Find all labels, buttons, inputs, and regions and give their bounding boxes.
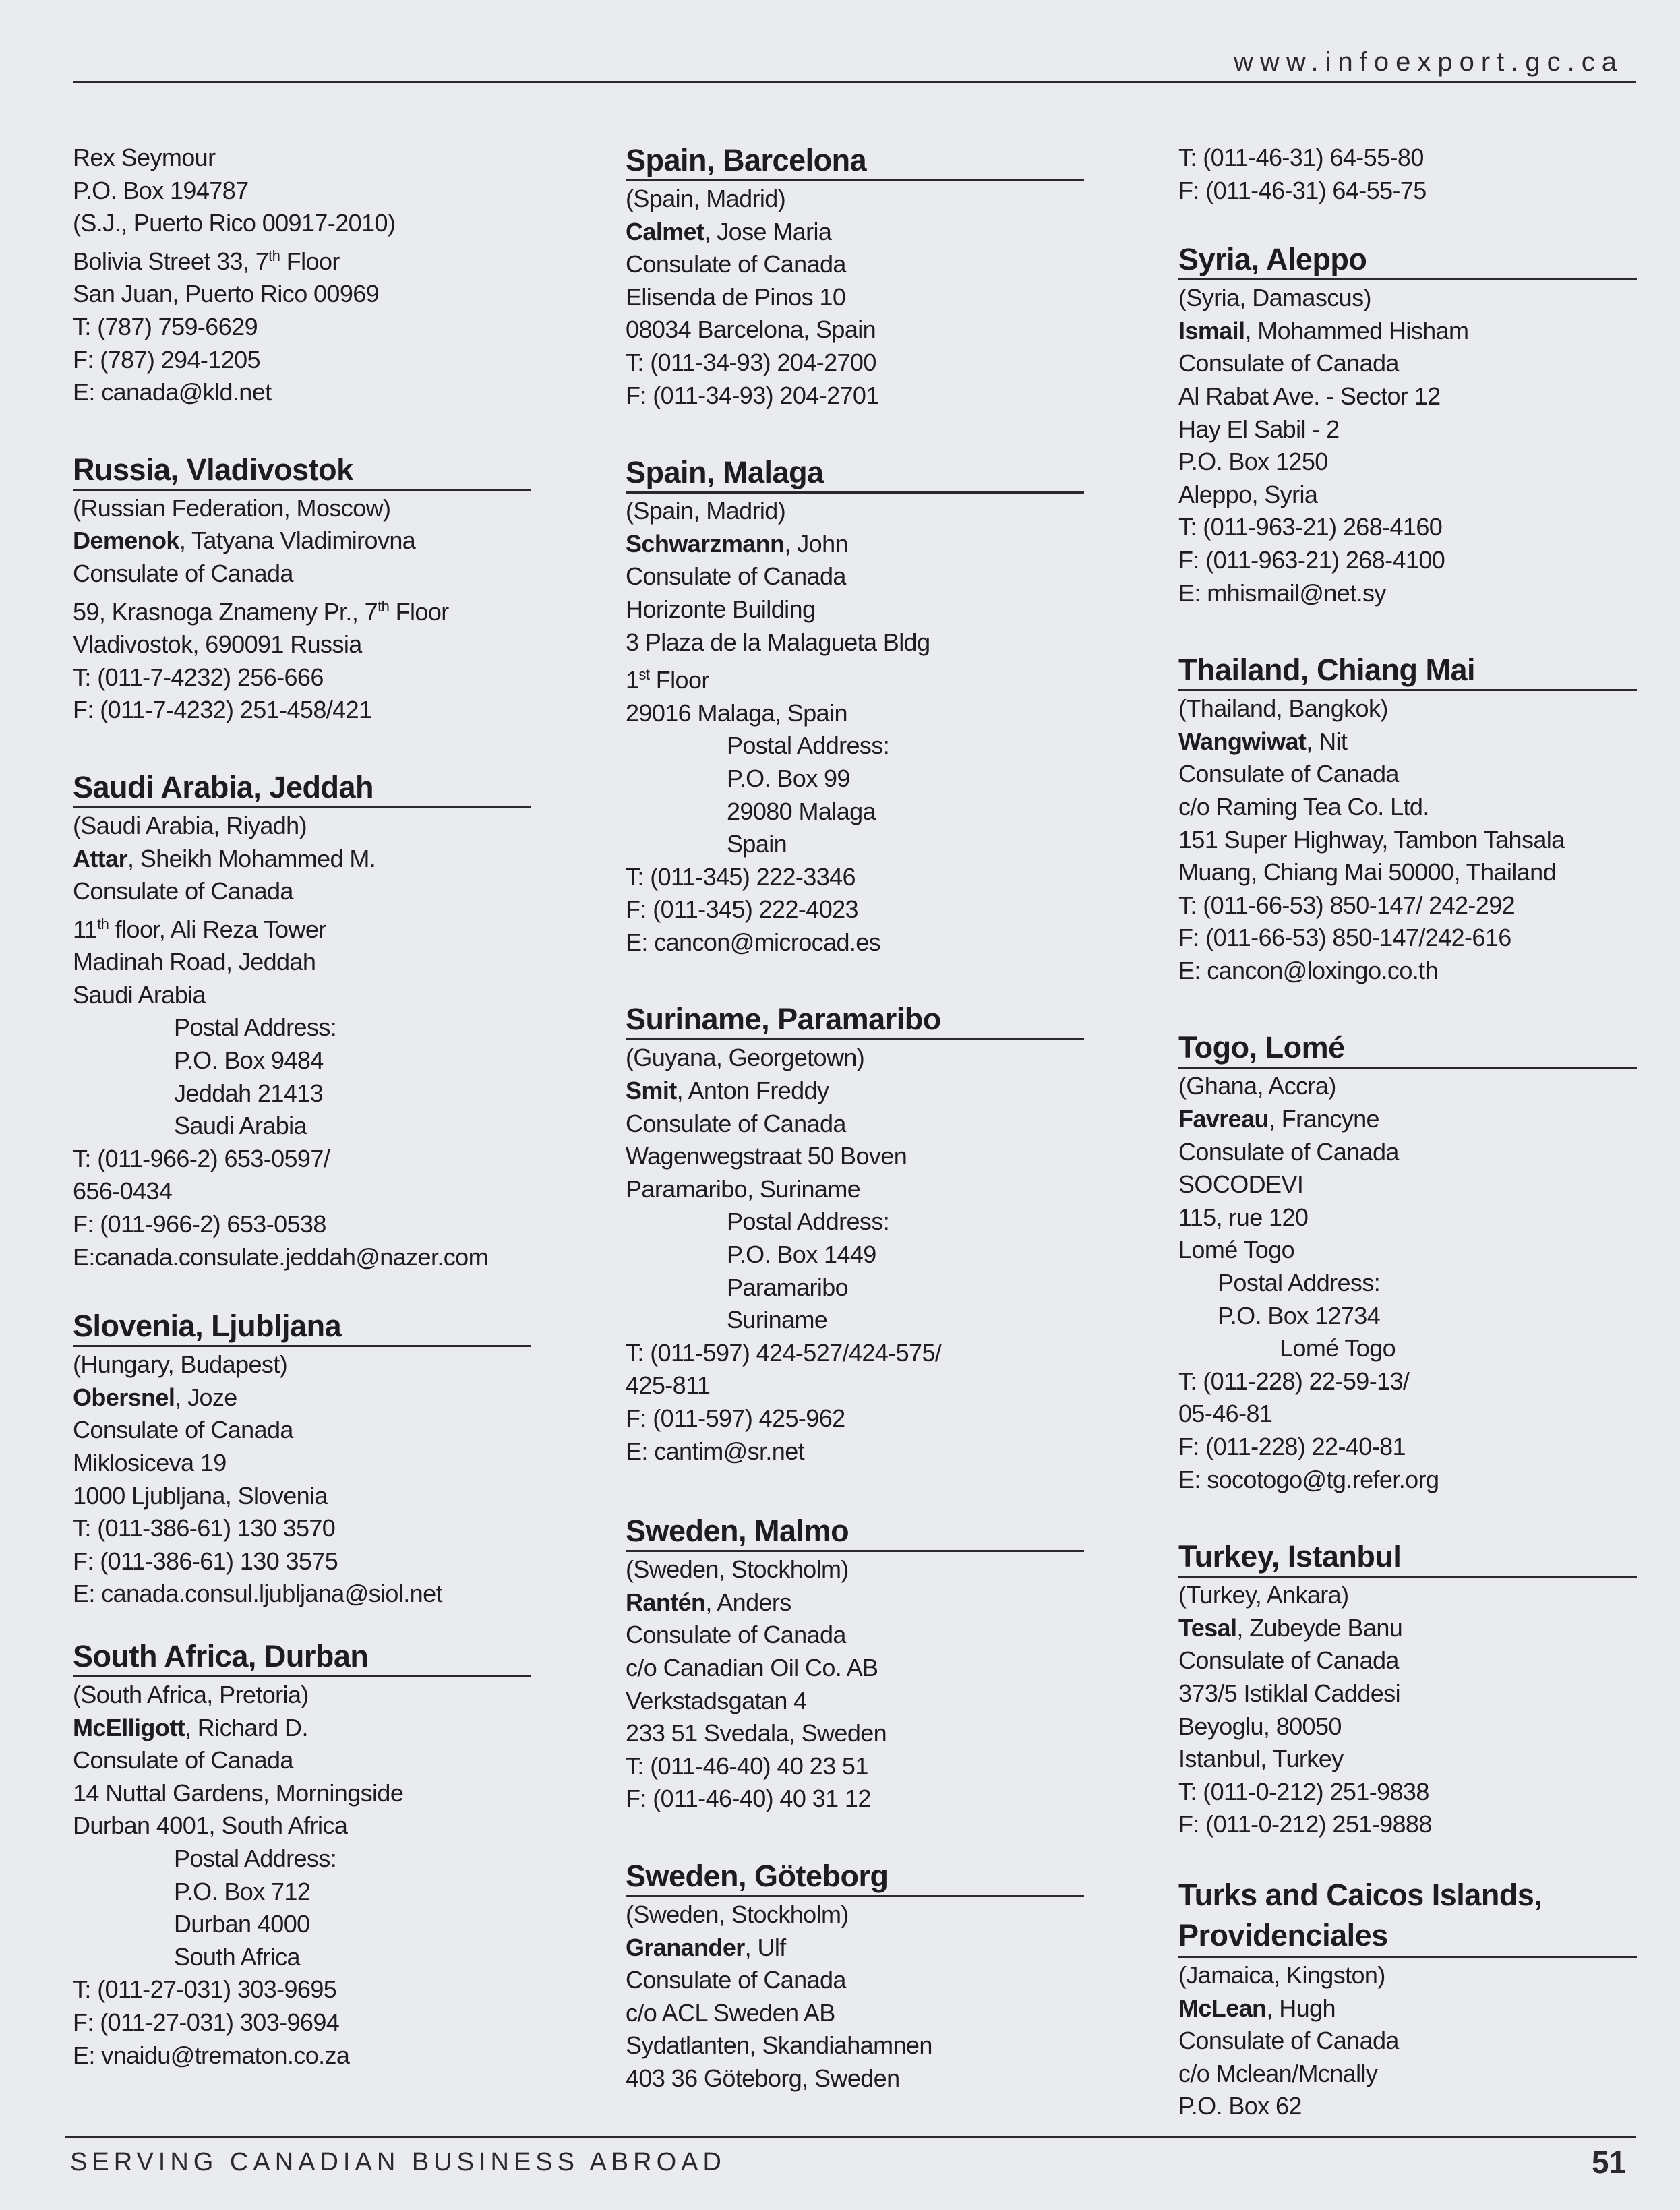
contact-name: Attar, Sheikh Mohammed M. (73, 844, 376, 872)
footer-tagline: SERVING CANADIAN BUSINESS ABROAD (70, 2148, 726, 2176)
office-line: Consulate of Canada (73, 1416, 293, 1444)
entry-togo-lome (1178, 1029, 1644, 1496)
fax-line: F: (011-966-2) 653-0538 (73, 1210, 326, 1238)
phone-line: T: (011-66-53) 850-147/ 242-292 (1178, 891, 1516, 919)
postal-line: Lomé Togo (1280, 1334, 1396, 1363)
phone-line: 05-46-81 (1178, 1400, 1273, 1428)
address-line: Durban 4001, South Africa (73, 1812, 348, 1840)
entry-heading: Slovenia, Ljubljana (73, 1307, 531, 1347)
address-line: 1000 Ljubljana, Slovenia (73, 1481, 328, 1510)
address-line: SOCODEVI (1178, 1170, 1304, 1199)
embassy-line: (Guyana, Georgetown) (626, 1044, 865, 1072)
entry-heading: Togo, Lomé (1178, 1029, 1637, 1069)
fax-line: F: (011-597) 425-962 (626, 1404, 845, 1432)
entry-turkey-istanbul (1178, 1538, 1644, 1841)
postal-line: South Africa (174, 1942, 300, 1971)
address-line: Bolivia Street 33, 7th Floor (73, 247, 340, 275)
postal-address-label: Postal Address: (1218, 1269, 1381, 1297)
footer-rule (65, 2136, 1636, 2138)
address-line: c/o Raming Tea Co. Ltd. (1178, 792, 1429, 820)
fax-line: F: (787) 294-1205 (73, 345, 260, 374)
entry-heading: Syria, Aleppo (1178, 241, 1637, 280)
email-line: E: vnaidu@trematon.co.za (73, 2041, 350, 2069)
contact-name: Wangwiwat, Nit (1178, 727, 1348, 755)
address-line: Wagenwegstraat 50 Boven (626, 1142, 907, 1170)
address-line: Muang, Chiang Mai 50000, Thailand (1178, 858, 1556, 887)
postal-address-label: Postal Address: (174, 1844, 337, 1872)
office-line: Consulate of Canada (1178, 760, 1399, 788)
entry-heading: Turks and Caicos Islands, Providenciales (1178, 1875, 1637, 1958)
entry-thailand-chiang-mai (1178, 651, 1644, 987)
entry-sweden-malmo (626, 1512, 1091, 1816)
postal-line: P.O. Box 712 (174, 1877, 311, 1905)
contact-name: Ismail, Mohammed Hisham (1178, 316, 1469, 345)
postal-line: Jeddah 21413 (174, 1079, 324, 1107)
entry-heading: Sweden, Malmo (626, 1512, 1084, 1552)
embassy-line: (Turkey, Ankara) (1178, 1581, 1349, 1609)
office-line: Consulate of Canada (626, 562, 846, 591)
phone-line: T: (011-0-212) 251-9838 (1178, 1777, 1429, 1805)
address-line: 151 Super Highway, Tambon Tahsala (1178, 825, 1565, 854)
embassy-line: (Sweden, Stockholm) (626, 1900, 849, 1928)
entry-heading: South Africa, Durban (73, 1638, 531, 1677)
phone-line: 656-0434 (73, 1177, 173, 1205)
office-line: Consulate of Canada (1178, 2027, 1399, 2055)
address-line: Elisenda de Pinos 10 (626, 282, 846, 311)
contact-name: Obersnel, Joze (73, 1383, 237, 1411)
address-line: Istanbul, Turkey (1178, 1745, 1344, 1773)
embassy-line: (Saudi Arabia, Riyadh) (73, 811, 307, 839)
phone-line: 425-811 (626, 1371, 711, 1400)
embassy-line: (Sweden, Stockholm) (626, 1555, 849, 1584)
contact-name: Rex Seymour (73, 144, 216, 171)
phone-line: T: (011-7-4232) 256-666 (73, 663, 324, 691)
postal-line: Suriname (727, 1306, 828, 1334)
column-1 (73, 142, 538, 2114)
contact-name: Granander, Ulf (626, 1933, 786, 1961)
address-line: Lomé Togo (1178, 1236, 1295, 1264)
contact-name: McElligott, Richard D. (73, 1713, 308, 1741)
address-line: 11th floor, Ali Reza Tower (73, 915, 326, 943)
email-line: E: socotogo@tg.refer.org (1178, 1465, 1439, 1493)
address-line: Vladivostok, 690091 Russia (73, 630, 362, 659)
entry-sweden-goteborg-continued (1178, 142, 1644, 207)
address-line: P.O. Box 1250 (1178, 448, 1328, 476)
embassy-line: (Hungary, Budapest) (73, 1350, 288, 1379)
address-line: P.O. Box 194787 (73, 176, 249, 204)
address-line: 115, rue 120 (1178, 1203, 1309, 1231)
phone-line: T: (011-966-2) 653-0597/ (73, 1144, 330, 1172)
address-line: 3 Plaza de la Malagueta Bldg (626, 628, 930, 656)
office-line: Consulate of Canada (73, 1746, 293, 1774)
postal-line: P.O. Box 1449 (727, 1241, 876, 1269)
address-line: Beyoglu, 80050 (1178, 1712, 1342, 1740)
office-line: Consulate of Canada (626, 1621, 846, 1649)
email-line: E: cancon@loxingo.co.th (1178, 956, 1438, 984)
postal-line: 29080 Malaga (727, 797, 876, 825)
fax-line: F: (011-386-61) 130 3575 (73, 1547, 338, 1575)
contact-name: Rantén, Anders (626, 1588, 791, 1616)
postal-address-label: Postal Address: (727, 1207, 890, 1236)
address-line: Saudi Arabia (73, 980, 206, 1009)
entry-heading: Thailand, Chiang Mai (1178, 651, 1637, 691)
postal-line: Spain (727, 830, 787, 858)
entry-slovenia-ljubljana (73, 1307, 538, 1611)
fax-line: F: (011-963-21) 268-4100 (1178, 545, 1445, 574)
address-line: P.O. Box 62 (1178, 2092, 1302, 2120)
phone-line: T: (011-597) 424-527/424-575/ (626, 1338, 942, 1367)
contact-name: McLean, Hugh (1178, 1994, 1336, 2022)
office-line: Consulate of Canada (626, 1966, 846, 1994)
email-line: E:canada.consulate.jeddah@nazer.com (73, 1243, 488, 1271)
office-line: Consulate of Canada (1178, 349, 1399, 378)
fax-line: F: (011-34-93) 204-2701 (626, 381, 879, 409)
embassy-line: (Ghana, Accra) (1178, 1072, 1336, 1100)
entry-heading: Spain, Barcelona (626, 142, 1084, 181)
fax-line: F: (011-27-031) 303-9694 (73, 2008, 340, 2036)
address-line: Madinah Road, Jeddah (73, 948, 316, 976)
postal-line: Saudi Arabia (174, 1112, 307, 1140)
fax-line: F: (011-0-212) 251-9888 (1178, 1810, 1432, 1839)
postal-line: P.O. Box 9484 (174, 1046, 324, 1075)
contact-name: Schwarzmann, John (626, 529, 848, 558)
address-line: Hay El Sabil - 2 (1178, 415, 1340, 443)
address-line: (S.J., Puerto Rico 00917-2010) (73, 209, 396, 237)
column-2 (626, 142, 1091, 2137)
entry-heading: Russia, Vladivostok (73, 451, 531, 491)
postal-address-label: Postal Address: (727, 731, 890, 760)
fax-line: F: (011-46-31) 64-55-75 (1178, 176, 1427, 204)
address-line: 59, Krasnoga Znameny Pr., 7th Floor (73, 597, 449, 626)
address-line: Sydatlanten, Skandiahamnen (626, 2031, 932, 2060)
contact-name: Demenok, Tatyana Vladimirovna (73, 527, 416, 555)
address-line: Al Rabat Ave. - Sector 12 (1178, 382, 1441, 410)
fax-line: F: (011-228) 22-40-81 (1178, 1433, 1406, 1460)
entry-suriname-paramaribo (626, 1001, 1091, 1468)
entry-heading: Suriname, Paramaribo (626, 1001, 1084, 1040)
phone-line: T: (011-46-40) 40 23 51 (626, 1752, 868, 1780)
entry-sweden-goteborg (626, 1857, 1091, 2095)
address-line: 1st Floor (626, 666, 709, 694)
entry-syria-aleppo (1178, 241, 1644, 609)
phone-line: T: (011-228) 22-59-13/ (1178, 1367, 1410, 1395)
address-line: Horizonte Building (626, 595, 816, 623)
entry-spain-malaga (626, 454, 1091, 959)
phone-line: T: (011-345) 222-3346 (626, 862, 856, 891)
fax-line: F: (011-66-53) 850-147/242-616 (1178, 924, 1511, 952)
address-line: 403 36 Göteborg, Sweden (626, 2064, 900, 2092)
phone-line: T: (011-46-31) 64-55-80 (1178, 144, 1424, 171)
postal-line: Durban 4000 (174, 1910, 310, 1938)
contact-name: Tesal, Zubeyde Banu (1178, 1613, 1403, 1642)
address-line: 08034 Barcelona, Spain (626, 316, 876, 344)
entry-heading: Turkey, Istanbul (1178, 1538, 1637, 1578)
fax-line: F: (011-46-40) 40 31 12 (626, 1785, 871, 1813)
fax-line: F: (011-345) 222-4023 (626, 895, 858, 924)
entry-puerto-rico-continued (73, 142, 538, 409)
address-line: c/o ACL Sweden AB (626, 1998, 835, 2027)
entry-heading: Spain, Malaga (626, 454, 1084, 494)
office-line: Consulate of Canada (626, 1109, 846, 1137)
phone-line: T: (011-963-21) 268-4160 (1178, 513, 1443, 541)
page-number: 51 (1591, 2145, 1626, 2180)
fax-line: F: (011-7-4232) 251-458/421 (73, 696, 372, 724)
address-line: c/o Mclean/Mcnally (1178, 2059, 1378, 2087)
phone-line: T: (011-386-61) 130 3570 (73, 1514, 336, 1543)
column-3 (1178, 142, 1644, 2165)
address-line: c/o Canadian Oil Co. AB (626, 1653, 878, 1681)
address-line: Aleppo, Syria (1178, 480, 1318, 508)
postal-address-label: Postal Address: (174, 1013, 337, 1042)
address-line: Verkstadsgatan 4 (626, 1686, 807, 1714)
email-line: E: mhismail@net.sy (1178, 578, 1386, 607)
address-line: Miklosiceva 19 (73, 1449, 227, 1476)
email-line: E: cantim@sr.net (626, 1437, 805, 1465)
contact-name: Favreau, Francyne (1178, 1105, 1379, 1133)
postal-line: P.O. Box 12734 (1218, 1301, 1381, 1330)
entry-russia-vladivostok (73, 451, 538, 727)
header-rule (73, 81, 1636, 83)
contact-name: Calmet, Jose Maria (626, 217, 832, 245)
phone-line: T: (787) 759-6629 (73, 312, 258, 340)
address-line: Paramaribo, Suriname (626, 1174, 861, 1203)
postal-line: Paramaribo (727, 1273, 849, 1301)
email-line: E: canada@kld.net (73, 378, 272, 407)
entry-saudi-arabia-jeddah (73, 769, 538, 1274)
office-line: Consulate of Canada (1178, 1646, 1399, 1675)
embassy-line: (Jamaica, Kingston) (1178, 1961, 1385, 1989)
phone-line: T: (011-34-93) 204-2700 (626, 348, 876, 376)
embassy-line: (South Africa, Pretoria) (73, 1680, 309, 1708)
entry-heading: Saudi Arabia, Jeddah (73, 769, 531, 808)
embassy-line: (Russian Federation, Moscow) (73, 494, 391, 522)
phone-line: T: (011-27-031) 303-9695 (73, 1975, 337, 2004)
office-line: Consulate of Canada (626, 250, 846, 278)
embassy-line: (Syria, Damascus) (1178, 284, 1371, 312)
entry-south-africa-durban (73, 1638, 538, 2072)
postal-line: P.O. Box 99 (727, 764, 850, 792)
header-url: www.infoexport.gc.ca (1234, 47, 1623, 77)
address-line: 373/5 Istiklal Caddesi (1178, 1679, 1400, 1707)
email-line: E: cancon@microcad.es (626, 928, 881, 956)
email-line: E: canada.consul.ljubljana@siol.net (73, 1580, 442, 1608)
address-line: 29016 Malaga, Spain (626, 698, 847, 727)
entry-spain-barcelona (626, 142, 1091, 412)
address-line: 14 Nuttal Gardens, Morningside (73, 1779, 404, 1807)
embassy-line: (Spain, Madrid) (626, 185, 786, 212)
address-line: 233 51 Svedala, Sweden (626, 1719, 887, 1748)
embassy-line: (Spain, Madrid) (626, 497, 786, 525)
embassy-line: (Thailand, Bangkok) (1178, 694, 1388, 723)
entry-turks-and-caicos (1178, 1875, 1644, 2123)
office-line: Consulate of Canada (73, 559, 293, 587)
entry-heading: Sweden, Göteborg (626, 1857, 1084, 1897)
address-line: San Juan, Puerto Rico 00969 (73, 280, 380, 308)
contact-name: Smit, Anton Freddy (626, 1077, 829, 1105)
office-line: Consulate of Canada (1178, 1137, 1399, 1166)
office-line: Consulate of Canada (73, 877, 293, 905)
